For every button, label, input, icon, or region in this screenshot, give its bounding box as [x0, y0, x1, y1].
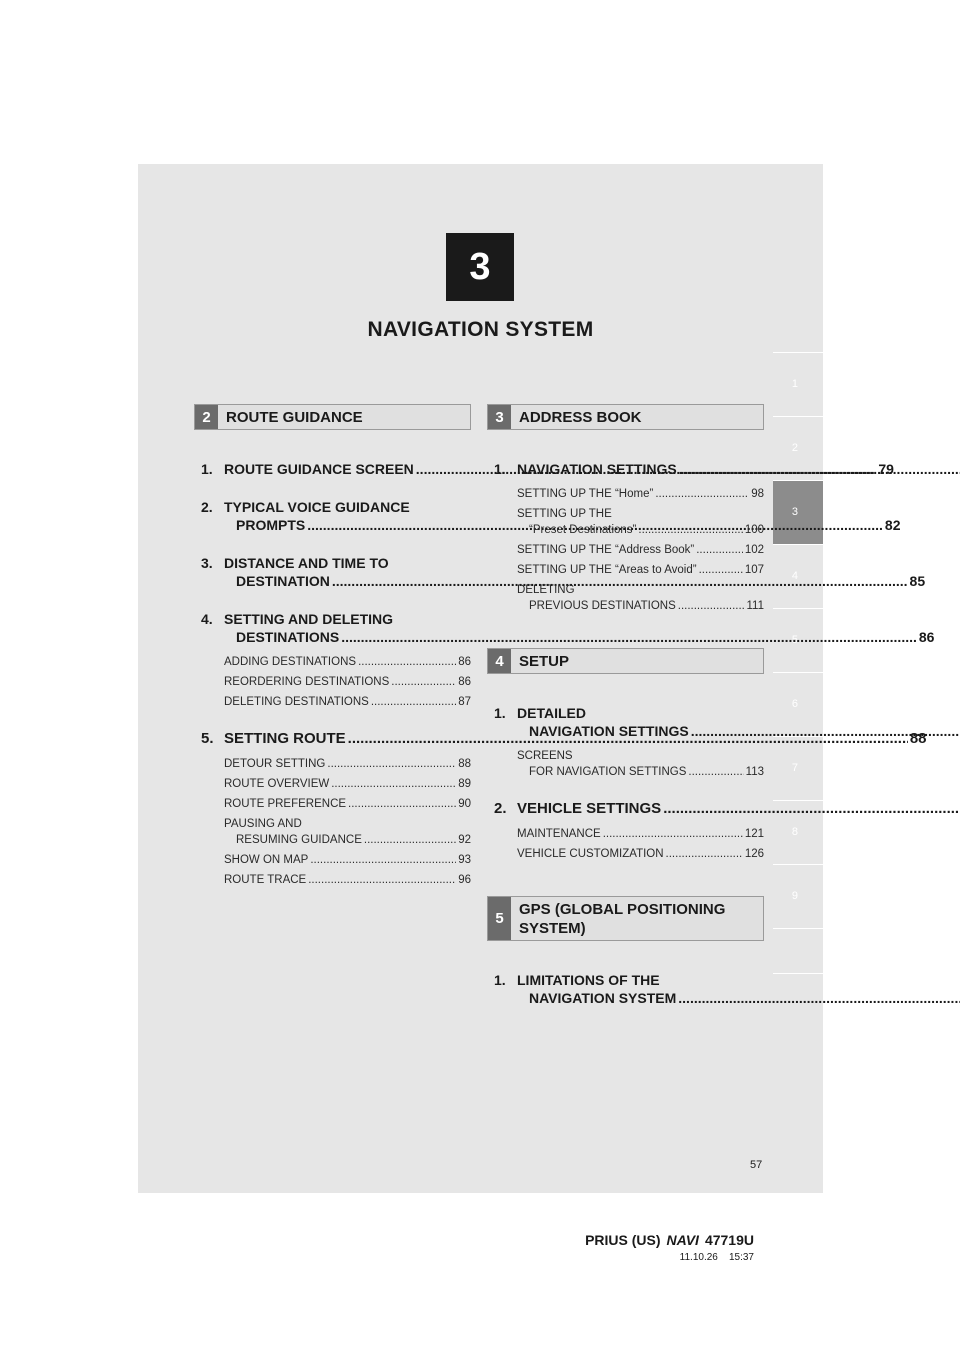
subentry-title: DELETING: [517, 584, 575, 596]
section-number: 2: [195, 405, 218, 429]
section-number: 3: [488, 405, 511, 429]
toc-subentry[interactable]: [517, 582, 764, 614]
manual-code: 47719U: [704, 1232, 754, 1248]
page-number: 57: [750, 1159, 763, 1171]
subentry-line: [224, 694, 471, 710]
dot-leader: [310, 852, 456, 868]
dot-leader: [691, 722, 960, 740]
subentry-page: 121: [744, 828, 764, 840]
dot-leader: [688, 764, 743, 780]
entry-title: NAVIGATION SETTINGS: [517, 461, 677, 477]
footer-id: [574, 1232, 754, 1248]
subentry-list: [194, 654, 471, 710]
section-header: [487, 896, 764, 941]
entry-title: ROUTE GUIDANCE SCREEN: [224, 461, 414, 477]
entry-title-cont: NAVIGATION SYSTEM: [529, 990, 677, 1006]
toc-entry[interactable]: [487, 971, 764, 1007]
subentry-title: DELETING DESTINATIONS: [224, 696, 369, 708]
section-title: SETUP: [519, 653, 570, 670]
subentry-title-cont: RESUMING GUIDANCE: [236, 834, 362, 846]
chapter-number: 3: [469, 245, 491, 288]
chapter-tab-label: 9: [791, 890, 798, 902]
entry-page: 85: [909, 573, 926, 589]
toc-entry[interactable]: [487, 704, 764, 740]
entry-title-cont: PROMPTS: [236, 517, 306, 533]
toc-subentry[interactable]: [517, 846, 764, 862]
toc-subentry[interactable]: [517, 826, 764, 842]
entry-number: 5.: [201, 730, 214, 747]
print-time: 15:37: [728, 1252, 754, 1263]
entry-title-cont: DESTINATIONS: [236, 629, 340, 645]
subentry-line: [517, 486, 764, 502]
subentry-line: [224, 832, 471, 848]
subentry-page: 92: [458, 834, 471, 846]
subentry-title: SETTING UP THE “Areas to Avoid”: [517, 564, 697, 576]
footer-date: [620, 1252, 754, 1263]
subentry-list: [487, 826, 764, 862]
dot-leader: [348, 796, 456, 812]
chapter-title: NAVIGATION SYSTEM: [367, 318, 594, 341]
entry-number: 2.: [494, 800, 507, 817]
chapter-tabs: [773, 352, 823, 974]
entry-line: [517, 989, 960, 1007]
entry-line: [517, 460, 960, 478]
chapter-tab-1[interactable]: [773, 352, 823, 416]
chapter-tab-label: 6: [791, 698, 798, 710]
subentry-line: [517, 542, 764, 558]
dot-leader: [666, 846, 743, 862]
chapter-tab-label: 4: [791, 570, 798, 582]
section-header: [194, 404, 471, 430]
subentry-list: [194, 756, 471, 888]
chapter-tab-label: 3: [791, 506, 798, 518]
model-name: PRIUS (US): [585, 1232, 661, 1248]
toc-entry[interactable]: [194, 610, 935, 646]
subentry-title: REORDERING DESTINATIONS: [224, 676, 390, 688]
subentry-title-cont: “Preset Destinations”: [529, 524, 637, 536]
entry-number: 1.: [201, 461, 213, 477]
subentry-title: VEHICLE CUSTOMIZATION: [517, 848, 664, 860]
subentry-line: [517, 846, 764, 862]
toc-subentry[interactable]: [517, 562, 764, 578]
subentry-title: DETOUR SETTING: [224, 758, 326, 770]
entry-title: TYPICAL VOICE GUIDANCE: [224, 499, 410, 515]
subentry-page: 93: [458, 854, 471, 866]
toc-subentry[interactable]: [517, 542, 764, 558]
dot-leader: [638, 522, 742, 538]
subentry-title: ROUTE TRACE: [224, 874, 307, 886]
entry-line: [517, 722, 960, 740]
chapter-tab-label: 8: [791, 826, 798, 838]
entry-number: 1.: [494, 705, 506, 721]
right-column: [487, 404, 764, 1007]
subentry-line: [224, 872, 471, 888]
entry-title: LIMITATIONS OF THE: [517, 972, 660, 988]
section-title: GPS (GLOBAL POSITIONING SYSTEM): [519, 901, 726, 937]
subentry-page: 87: [458, 696, 471, 708]
toc-subentry[interactable]: [224, 756, 471, 772]
subentry-line: [224, 776, 471, 792]
entry-line: [517, 971, 960, 989]
toc-subentry[interactable]: [224, 796, 471, 812]
entry-page: 79: [878, 461, 894, 477]
subentry-page: 89: [458, 778, 471, 790]
entry-number: 3.: [201, 555, 213, 571]
dot-leader: [391, 674, 456, 690]
subentry-page: 98: [751, 488, 764, 500]
entry-title-cont: DESTINATION: [236, 573, 330, 589]
dot-leader: [331, 776, 456, 792]
dot-leader: [603, 826, 743, 842]
subentry-line: [517, 764, 764, 780]
chapter-tab-blank: [773, 928, 823, 974]
toc-entry[interactable]: [487, 460, 764, 478]
chapter-tab-label: 2: [791, 442, 798, 454]
entry-body: [517, 800, 960, 818]
entry-page: 82: [884, 517, 901, 533]
subentry-page: 86: [458, 656, 471, 668]
dot-leader: [678, 989, 960, 1007]
toc-subentry[interactable]: [517, 506, 764, 538]
subentry-page: 96: [458, 874, 471, 886]
entry-title: SETTING ROUTE: [224, 730, 346, 747]
subentry-title: SETTING UP THE “Home”: [517, 488, 654, 500]
toc-subentry[interactable]: [224, 872, 471, 888]
subentry-page: 102: [744, 544, 764, 556]
dot-leader: [364, 832, 456, 848]
entry-line: [517, 704, 960, 722]
subentry-page: 111: [746, 600, 764, 612]
subentry-title: PAUSING AND: [224, 818, 302, 830]
chapter-tab-label: 1: [791, 378, 798, 390]
subentry-title: SHOW ON MAP: [224, 854, 309, 866]
subentry-line: [517, 826, 764, 842]
entry-title: DISTANCE AND TIME TO: [224, 555, 389, 571]
subentry-line: [517, 598, 764, 614]
chapter-tab-9[interactable]: [773, 864, 823, 928]
subentry-line: [224, 654, 471, 670]
entry-title: DETAILED: [517, 705, 586, 721]
section-number: 5: [488, 897, 511, 940]
toc-subentry[interactable]: [224, 852, 471, 868]
dot-leader: [308, 872, 456, 888]
subentry-page: 86: [458, 676, 471, 688]
section-header: [487, 648, 764, 674]
subentry-line: [517, 522, 764, 538]
subentry-title: ADDING DESTINATIONS: [224, 656, 357, 668]
print-date: 11.10.26: [679, 1252, 718, 1263]
dot-leader: [327, 756, 456, 772]
navi-label: NAVI: [666, 1232, 699, 1248]
subentry-page: 88: [458, 758, 471, 770]
entry-page: 88: [909, 730, 927, 747]
entry-line: [517, 800, 960, 818]
toc-subentry[interactable]: [517, 486, 764, 502]
entry-title: SETTING AND DELETING: [224, 611, 394, 627]
entry-body: [517, 704, 960, 740]
subentry-title: SCREENS: [517, 750, 573, 762]
section-title: ADDRESS BOOK: [519, 409, 642, 426]
dot-leader: [371, 694, 456, 710]
subentry-line: [224, 796, 471, 812]
chapter-number-box: [446, 233, 514, 301]
chapter-tab-label: 7: [791, 762, 798, 774]
subentry-page: 107: [744, 564, 764, 576]
subentry-page: 126: [744, 848, 764, 860]
toc-subentry[interactable]: [224, 694, 471, 710]
subentry-page: 100: [744, 524, 764, 536]
toc-subentry[interactable]: [224, 674, 471, 690]
entry-body: [517, 971, 960, 1007]
entry-number: 1.: [494, 972, 506, 988]
entry-number: 1.: [494, 461, 506, 477]
subentry-page: 113: [745, 766, 764, 778]
entry-title: VEHICLE SETTINGS: [517, 800, 662, 817]
subentry-line: [517, 562, 764, 578]
subentry-title: MAINTENANCE: [517, 828, 601, 840]
section-number: 4: [488, 649, 511, 673]
subentry-title: ROUTE PREFERENCE: [224, 798, 347, 810]
entry-number: 4.: [201, 611, 213, 627]
subentry-list: [487, 486, 764, 614]
dot-leader: [358, 654, 456, 670]
entry-page: 86: [918, 629, 935, 645]
dot-leader: [663, 800, 960, 818]
toc-subentry[interactable]: [517, 748, 764, 780]
entry-body: [517, 460, 960, 478]
chapter-tab-label: 5: [791, 634, 798, 646]
toc-entry[interactable]: [487, 800, 764, 818]
subentry-line: [224, 674, 471, 690]
subentry-title-cont: FOR NAVIGATION SETTINGS: [529, 766, 687, 778]
subentry-line: [224, 852, 471, 868]
entry-number: 2.: [201, 499, 213, 515]
subentry-title: ROUTE OVERVIEW: [224, 778, 330, 790]
toc-subentry[interactable]: [224, 776, 471, 792]
entry-title-cont: NAVIGATION SETTINGS: [529, 723, 689, 739]
section-header: [487, 404, 764, 430]
subentry-title: SETTING UP THE “Address Book”: [517, 544, 695, 556]
subentry-title-cont: PREVIOUS DESTINATIONS: [529, 600, 676, 612]
dot-leader: [699, 562, 743, 578]
subentry-page: 90: [458, 798, 471, 810]
subentry-line: [224, 756, 471, 772]
toc-subentry[interactable]: [224, 816, 471, 848]
subentry-title: SETTING UP THE: [517, 508, 612, 520]
toc-subentry[interactable]: [224, 654, 471, 670]
section-title: ROUTE GUIDANCE: [226, 409, 363, 426]
subentry-list: [487, 748, 764, 780]
dot-leader: [678, 598, 745, 614]
dot-leader: [655, 486, 749, 502]
dot-leader: [679, 460, 960, 478]
dot-leader: [696, 542, 743, 558]
